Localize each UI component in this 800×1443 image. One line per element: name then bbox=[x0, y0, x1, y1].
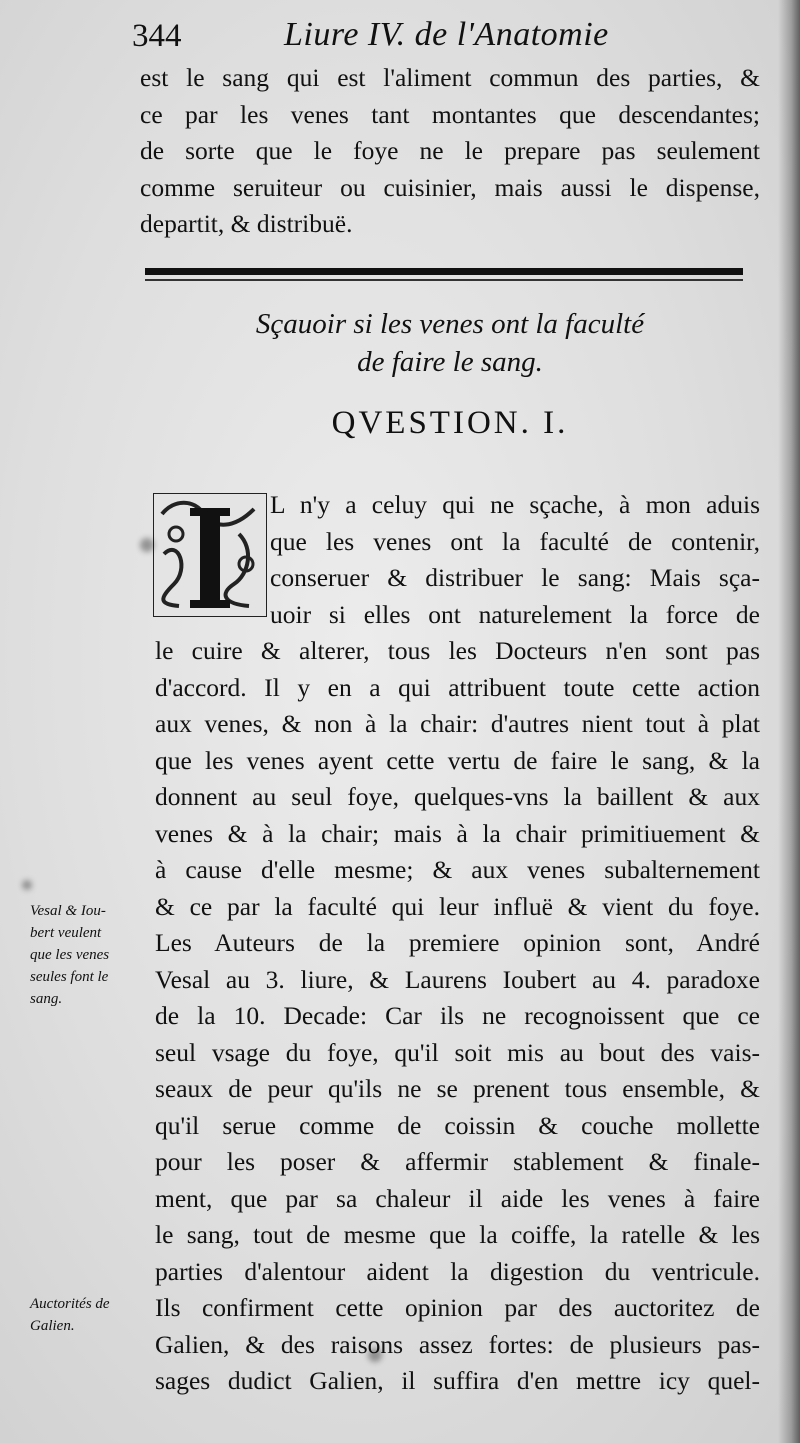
ink-smudge bbox=[368, 1348, 382, 1362]
body-text bbox=[155, 487, 760, 1400]
margin-note-line: Auctorités de bbox=[30, 1296, 110, 1312]
section-rule bbox=[145, 268, 743, 275]
text-line: Ils confirment cette opinion par des auctoritez de bbox=[155, 1293, 760, 1322]
text-line: parties d'alentour aident la digestion du ventricule. bbox=[155, 1256, 760, 1286]
text-line: aux venes, & non à la chair: d'autres nient tout à plat bbox=[155, 709, 760, 738]
section-rule-thin bbox=[145, 279, 743, 281]
page-number: 344 bbox=[132, 18, 182, 54]
text-line: donnent au seul foye, quelques-vns la baillent & aux bbox=[155, 782, 760, 811]
margin-note-line: sang. bbox=[30, 991, 63, 1007]
margin-note-vesal bbox=[30, 900, 154, 1010]
text-line: Vesal au 3. liure, & Laurens Ioubert au 4. paradoxe bbox=[155, 964, 760, 994]
text-line: comme seruiteur ou cuisinier, mais aussi le dispense, bbox=[140, 172, 760, 202]
margin-note-line: Galien. bbox=[30, 1318, 75, 1334]
text-line: de la 10. Decade: Car ils ne recognoissent que ce bbox=[155, 1001, 760, 1030]
text-line: à cause d'elle mesme; & aux venes subalternement bbox=[155, 855, 760, 884]
text-line: conseruer & distribuer le sang: Mais sça- bbox=[270, 563, 760, 592]
text-line: d'accord. Il y en a qui attribuent toute cette action bbox=[155, 672, 760, 702]
page-header bbox=[132, 14, 752, 66]
margin-note-line: bert veulent bbox=[30, 925, 102, 941]
text-line: ce par les venes tant montantes que descendantes; bbox=[140, 99, 760, 129]
ink-smudge bbox=[22, 880, 32, 890]
text-line: de sorte que le foye ne le prepare pas seulement bbox=[140, 136, 760, 165]
text-line: le cuire & alterer, tous les Docteurs n'en sont pas bbox=[155, 636, 760, 665]
text-line: seaux de peur qu'ils ne se prenent tous ensemble, & bbox=[155, 1074, 760, 1103]
ink-smudge bbox=[140, 538, 154, 552]
page-edge-shadow bbox=[778, 0, 800, 1443]
text-line: sages dudict Galien, il suffira d'en mettre icy quel- bbox=[155, 1366, 760, 1395]
margin-note-line: que les venes bbox=[30, 947, 110, 963]
question-heading: QVESTION. I. bbox=[331, 405, 569, 441]
text-line: & ce par la faculté qui leur influë & vient du foye. bbox=[155, 891, 760, 921]
text-line: qu'il serue comme de coissin & couche mollette bbox=[155, 1110, 760, 1140]
text-line: venes & à la chair; mais à la chair primitiuement & bbox=[155, 818, 760, 848]
section-title-line1: Sçauoir si les venes ont la faculté bbox=[255, 308, 645, 340]
text-line: que les venes ont la faculté de contenir, bbox=[270, 526, 760, 556]
text-line: L n'y a celuy qui ne sçache, à mon aduis bbox=[270, 490, 760, 519]
text-line: est le sang qui est l'aliment commun des parties, & bbox=[140, 63, 760, 92]
text-line: departit, & distribuë. bbox=[140, 209, 353, 238]
text-line: le sang, tout de mesme que la coiffe, la ratelle & les bbox=[155, 1220, 760, 1249]
text-line: Les Auteurs de la premiere opinion sont, André bbox=[155, 928, 760, 957]
margin-note-line: Vesal & Iou- bbox=[30, 903, 106, 919]
running-title: Liure IV. de l'Anatomie bbox=[284, 16, 609, 53]
section-title-line2: de faire le sang. bbox=[357, 346, 543, 378]
text-line: seul vsage du foye, qu'il soit mis au bout des vais- bbox=[155, 1037, 760, 1067]
margin-note-line: seules font le bbox=[30, 969, 109, 985]
margin-note-galien bbox=[30, 1293, 154, 1337]
text-line: ment, que par sa chaleur il aide les venes à faire bbox=[155, 1183, 760, 1213]
text-line: pour les poser & affermir stablement & finale- bbox=[155, 1147, 760, 1176]
top-paragraph bbox=[140, 60, 760, 243]
text-line: Galien, & des raisons assez fortes: de plusieurs pas- bbox=[155, 1329, 760, 1359]
text-line: que les venes ayent cette vertu de faire le sang, & la bbox=[155, 745, 760, 775]
text-line: uoir si elles ont naturelement la force de bbox=[270, 599, 760, 629]
